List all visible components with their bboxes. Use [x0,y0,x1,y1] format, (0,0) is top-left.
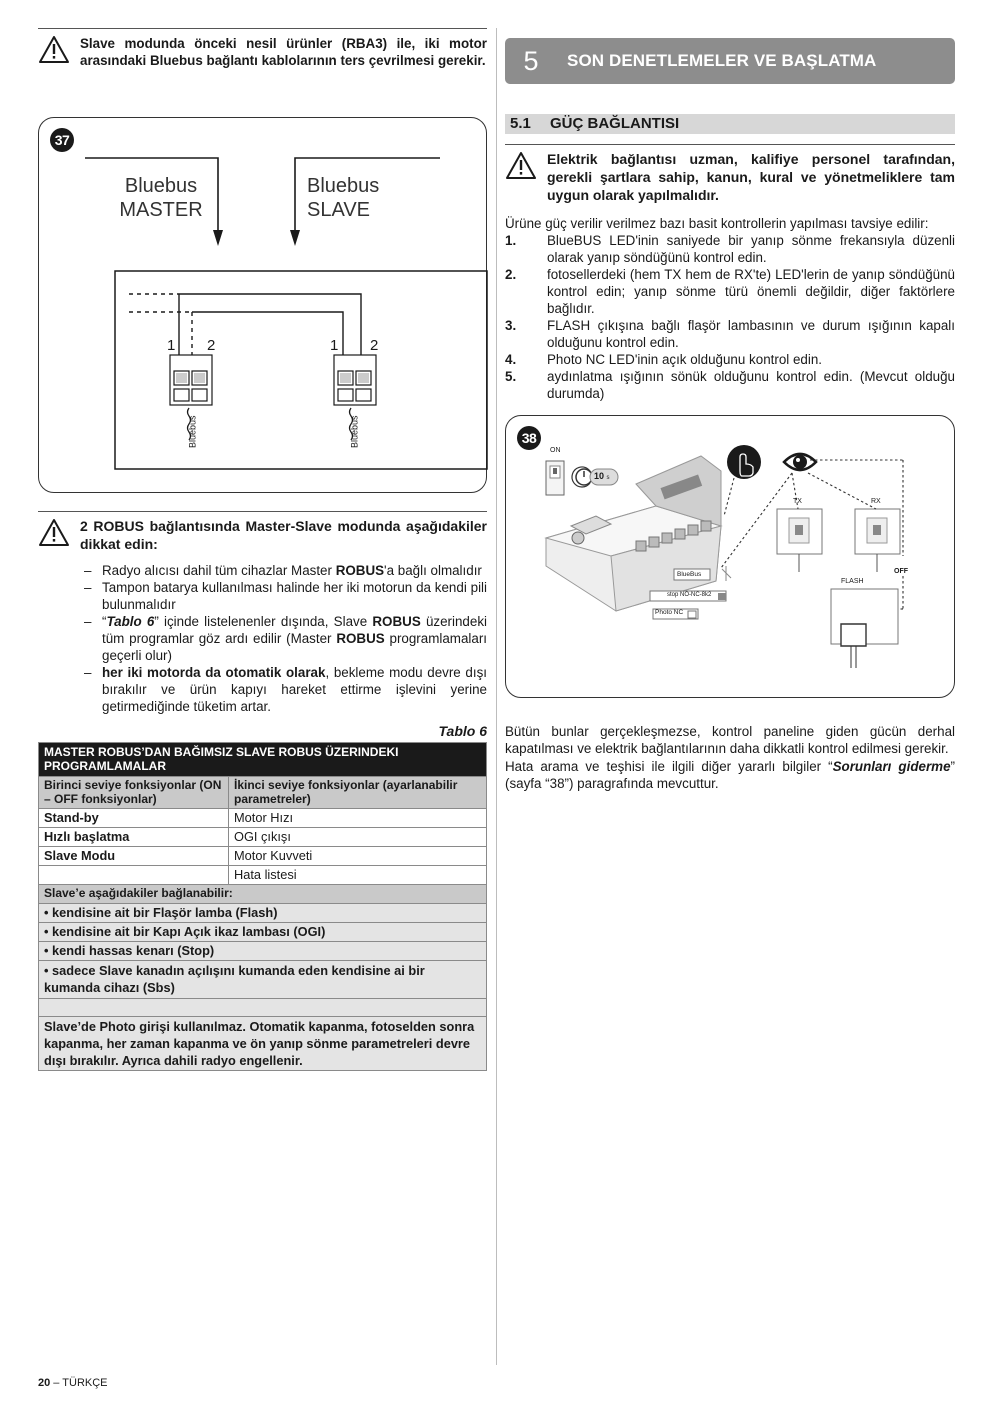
section-title: SON DENETLEMELER VE BAŞLATMA [567,51,877,71]
table-header: MASTER ROBUS’DAN BAĞIMSIZ SLAVE ROBUS ÜZERINDEKI PROGRAMLAMALAR [39,743,487,776]
bluebus-wiring-diagram [39,118,488,492]
list-item: – Tampon batarya kullanılması halinde her iki motorun da kendi pili bulunmalıdır [84,579,487,612]
master-label [119,175,203,222]
slave-terminal-2: 2 [370,337,379,354]
check-steps-list [505,232,955,402]
warning-icon [505,151,537,180]
table-caption: Tablo 6 [438,722,487,739]
table-row: • sadece Slave kanadın açılışını kumanda eden kendisine ai bir kumanda cihazı (Sbs) [39,961,487,999]
troubleshooting-link: Sorunları giderme [832,758,951,774]
master-terminal-label: Bluebus [187,415,198,448]
section-5-header [505,38,955,84]
outro-text: Bütün bunlar gerçekleşmezse, kontrol paneline giden gücün derhal kapatılması ve elektrik bağlantılarının daha dikkatli kontrol edilmesi gerekir. [505,724,955,757]
list-item: 5. aydınlatma ışığının sönük olduğunu kontrol edin. (Mevcut olduğu durumda) [505,369,955,402]
warning-text-robus: 2 ROBUS bağlantısında Master-Slave modunda aşağıdakiler dikkat edin: [80,518,487,552]
timer-label: 10 s [594,471,610,482]
outro-reference: Hata arama ve teşhisi ile ilgili diğer yararlı bilgiler “Sorunları giderme” (sayfa “38”) paragrafında mevcuttur. [505,758,955,791]
subsection-title: GÜÇ BAĞLANTISI [550,115,680,133]
list-item: 1. BlueBUS LED'inin saniyede bir yanıp sönme frekansıyla düzenli olarak yanıp söndüğünü kontrol edin. [505,233,955,266]
column-header-second-level: İkinci seviye fonksiyonlar (ayarlanabilir parametreler) [229,776,487,809]
connect-header: Slave’e aşağıdakiler bağlanabilir: [39,885,487,904]
dash-bullet: – [84,664,92,680]
slave-terminal-label: Bluebus [349,415,360,448]
dash-bullet: – [84,579,92,595]
list-item: 2. fotosellerdeki (hem TX hem de RX'te) LED'lerin de yanıp söndüğünü kontrol edin; yanıp sönme türü önemli değildir, diğer faktörlere bağlıdır. [505,267,955,317]
table-row: Stand-by Motor Hızı [39,809,487,828]
master-terminal-2: 2 [207,337,216,354]
page-number: 20 [38,1377,51,1389]
control-unit-illustration [506,416,956,697]
warning-icon [38,35,70,64]
column-separator [496,28,497,1365]
figure-37-number: 37 [50,128,74,152]
flash-label: FLASH [841,578,864,586]
off-label: OFF [894,568,908,576]
photo-terminal-label: Photo NC [655,609,684,617]
master-label-line1: Bluebus [124,175,198,197]
warning-box-robus [38,511,487,554]
dash-bullet: – [84,562,92,578]
column-header-first-level: Birinci seviye fonksiyonlar (ON – OFF fonksiyonlar) [39,776,229,809]
switch-on-label: ON [550,447,561,455]
master-terminal-1: 1 [167,337,176,354]
figure-38 [505,415,955,698]
table-row: • kendisine ait bir Kapı Açık ikaz lambası (OGI) [39,923,487,942]
section-5-1-header [505,114,955,134]
table-row: Slave’de Photo girişi kullanılmaz. Otomatik kapanma, fotoselden sonra kapanma, her zaman kapanma ve ön yanıp sönme parametreleri devre dışı bırakılır. Ayrıca dahili radyo engellenir. [39,1016,487,1071]
list-item: – Radyo alıcısı dahil tüm cihazlar Master ROBUS'a bağlı olmalıdır [84,562,482,578]
list-item: – “Tablo 6” içinde listelenenler dışında, Slave ROBUS üzerindeki tüm programlar göz ardı edilir (Master ROBUS programlamaları geçerli olur) [84,613,487,663]
footer-language: – TÜRKÇE [50,1377,108,1389]
tx-label: TX [793,498,802,506]
table-row-empty [39,998,487,1016]
slave-label-line2: SLAVE [307,198,370,221]
dash-bullet: – [84,613,92,629]
page-footer [38,1377,108,1391]
intro-text: Ürüne güç verilir verilmez bazı basit kontrollerin yapılması tavsiye edilir: [505,216,929,232]
slave-terminal-1: 1 [330,337,339,354]
right-column [505,38,955,792]
warning-box-power [505,144,955,204]
stop-terminal-label: stop NO-NC-8k2 [667,592,712,599]
left-column [38,28,487,1071]
slave-label-line1: Bluebus [307,175,380,197]
subsection-number: 5.1 [510,115,531,133]
table-row: Hata listesi [39,866,487,885]
list-item: 3. FLASH çıkışına bağlı flaşör lambasının ve durum ışığının kapalı olduğunu kontrol edin. [505,318,955,351]
warning-icon [38,518,70,547]
table-row: Slave Modu Motor Kuvveti [39,847,487,866]
warning-text-power: Elektrik bağlantısı uzman, kalifiye personel tarafından, gerekli şartlara sahip, kanun, kural ve yönetmeliklere tam uygun olarak yapılmalıdır. [547,151,955,203]
robus-notes-list [80,562,487,715]
table-row: • kendi hassas kenarı (Stop) [39,942,487,961]
list-item: 4. Photo NC LED'inin açık olduğunu kontrol edin. [505,352,822,368]
table-6 [38,742,487,1071]
warning-text-slave: Slave modunda önceki nesil ürünler (RBA3) ile, iki motor arasındaki Bluebus bağlantı kablolarının ters çevrilmesi gerekir. [80,36,487,69]
section-number: 5 [523,45,539,76]
figure-38-number: 38 [517,426,541,450]
bluebus-terminal-label: BlueBus [677,571,702,579]
list-item: – her iki motorda da otomatik olarak, bekleme modu devre dışı bırakılır ve ürün kapıyı hareket ettirme işlevini yerine getirmediğinde tüketim artar. [84,664,487,714]
warning-box-slave [38,28,487,95]
figure-37 [38,117,487,493]
table-row: Hızlı başlatma OGI çıkışı [39,828,487,847]
rx-label: RX [871,498,881,506]
slave-label [307,175,379,222]
master-label-line2: MASTER [119,198,203,221]
table-row: • kendisine ait bir Flaşör lamba (Flash) [39,904,487,923]
table-reference: Tablo 6 [106,613,155,629]
